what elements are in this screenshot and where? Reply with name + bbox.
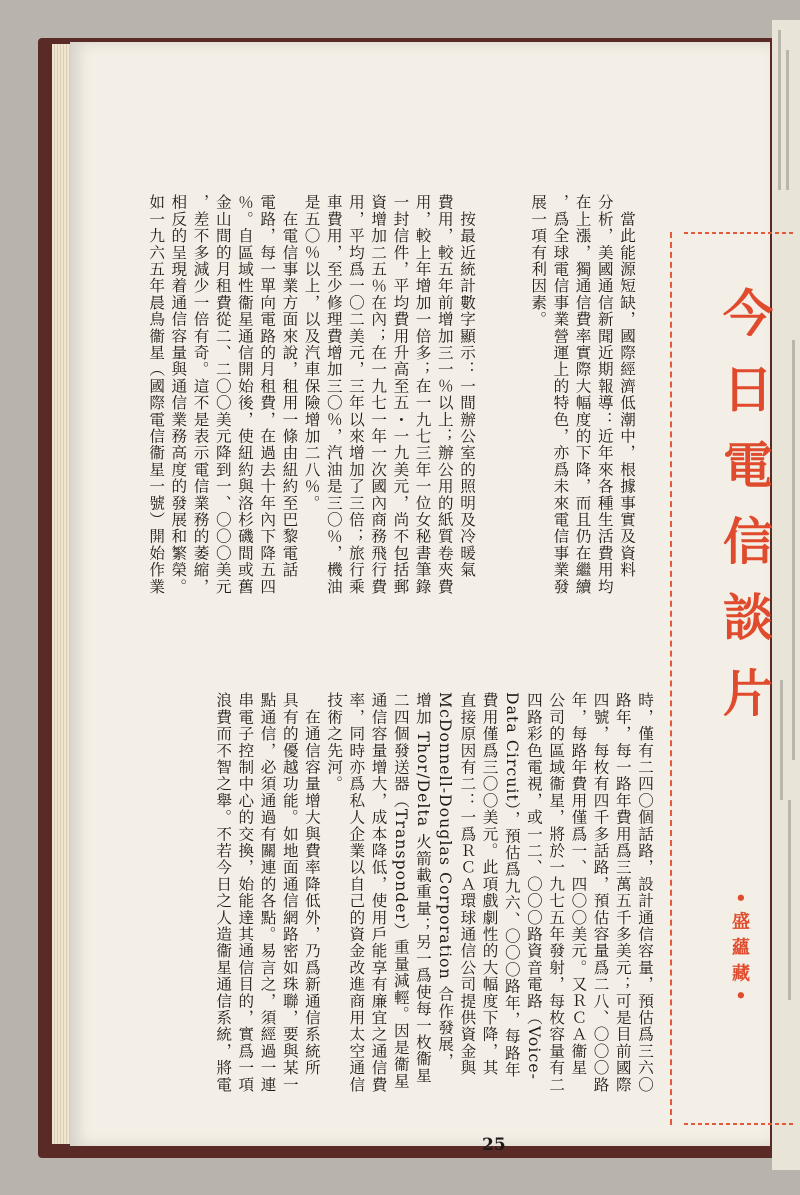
- article-title: 今日電信談片: [715, 287, 773, 743]
- article-paragraph-opening: 當此能源短缺，國際經濟低潮中，根據事實及資料 分析，美國通信新聞近期報導：近年來各種生活費用均 在上漲，獨通信費率實際大幅度的下降，而且仍在繼續 ，爲全球電信事業營運上的特色，亦爲未來電信事業發 展一項有利因素。: [529, 194, 636, 595]
- page-number: 25: [482, 1135, 506, 1155]
- article-paragraph-statistics: 按最近統計數字顯示：一間辦公室的照明及冷暖氣 費用，較五年前增加三一％以上；辦公用的紙質卷夾費 用，較上年增加一倍多；在一九七三年一位女秘書筆錄 一封信件，平均費用升高至五・一九美元，尚不包括郵 資增加二五％在內；在一九七一年一次國內商務飛行費 用，平均爲一〇二美元，三年以來增加了三倍；旅行乘 車費用，至少修理費增加三〇％，汽油是三〇％，機油 是五〇％以上，以及汽車保險增加二八％。 在電信事業方面來說，租用一條由紐約至巴黎電話 電路，每一單向電路的月租費，在過去十年內下降五四 ％。自區域性衞星通信開始後，使紐約與洛杉磯間或舊 金山間的月租費從二、二〇〇美元降到一、〇〇〇美元 ，差不多減少一倍有奇。這不是表示電信業務的萎縮， 相反的呈現着通信容量與通信業務高度的發展和繁榮。 如一九六五年晨鳥衞星（國際電信衞星一號）開始作業: [147, 194, 476, 595]
- article-paragraph-satellites: 時，僅有二四〇個話路，設計通信容量，預估爲三六〇 路年，每一路年費用爲三萬五千多美元；可是目前國際 四號，每枚有四千多話路，預估容量爲二八、〇〇〇路 年，每路年費用僅爲一、四〇〇美元。又ＲＣＡ衞星 公司的區域衞星，將於一九七五年發射，每枚容量有二 四路彩色電視，或一二、〇〇〇路資音電路（Voice- Data Circuit），預估爲九六、〇〇〇路年，每路年 費用僅爲三〇〇美元。此項戲劇性的大幅度下降，其 直接原因有二：一爲ＲＣＡ環球通信公司提供資金與 McDonnell-Douglas Corporation 合作發展， 增加 Thor/Delta 火箭載重量；另一爲使每一枚衞星 二四個發送器（Transponder）重量減輕。因是衞星 通信容量增大，成本降低，使用戶能享有廉宜之通信費 率，同時亦爲私人企業以自己的資金改進商用太空通信 技術之先河。 在通信容量增大與費率降低外，乃爲新通信系統所 具有的優越功能。如地面通信網路密如珠聯，要與某一 點通信，必須通過有關連的各點。易言之，須經過一連 串電子控制中心的交換，始能達其通信目的，實爲一項 浪費而不智之舉。不若今日之人造衞星通信系統，將電: [214, 692, 654, 1093]
- article-author: •盛蘊藏•: [729, 892, 750, 1010]
- magazine-page: [70, 42, 773, 1155]
- title-box: [670, 232, 800, 1125]
